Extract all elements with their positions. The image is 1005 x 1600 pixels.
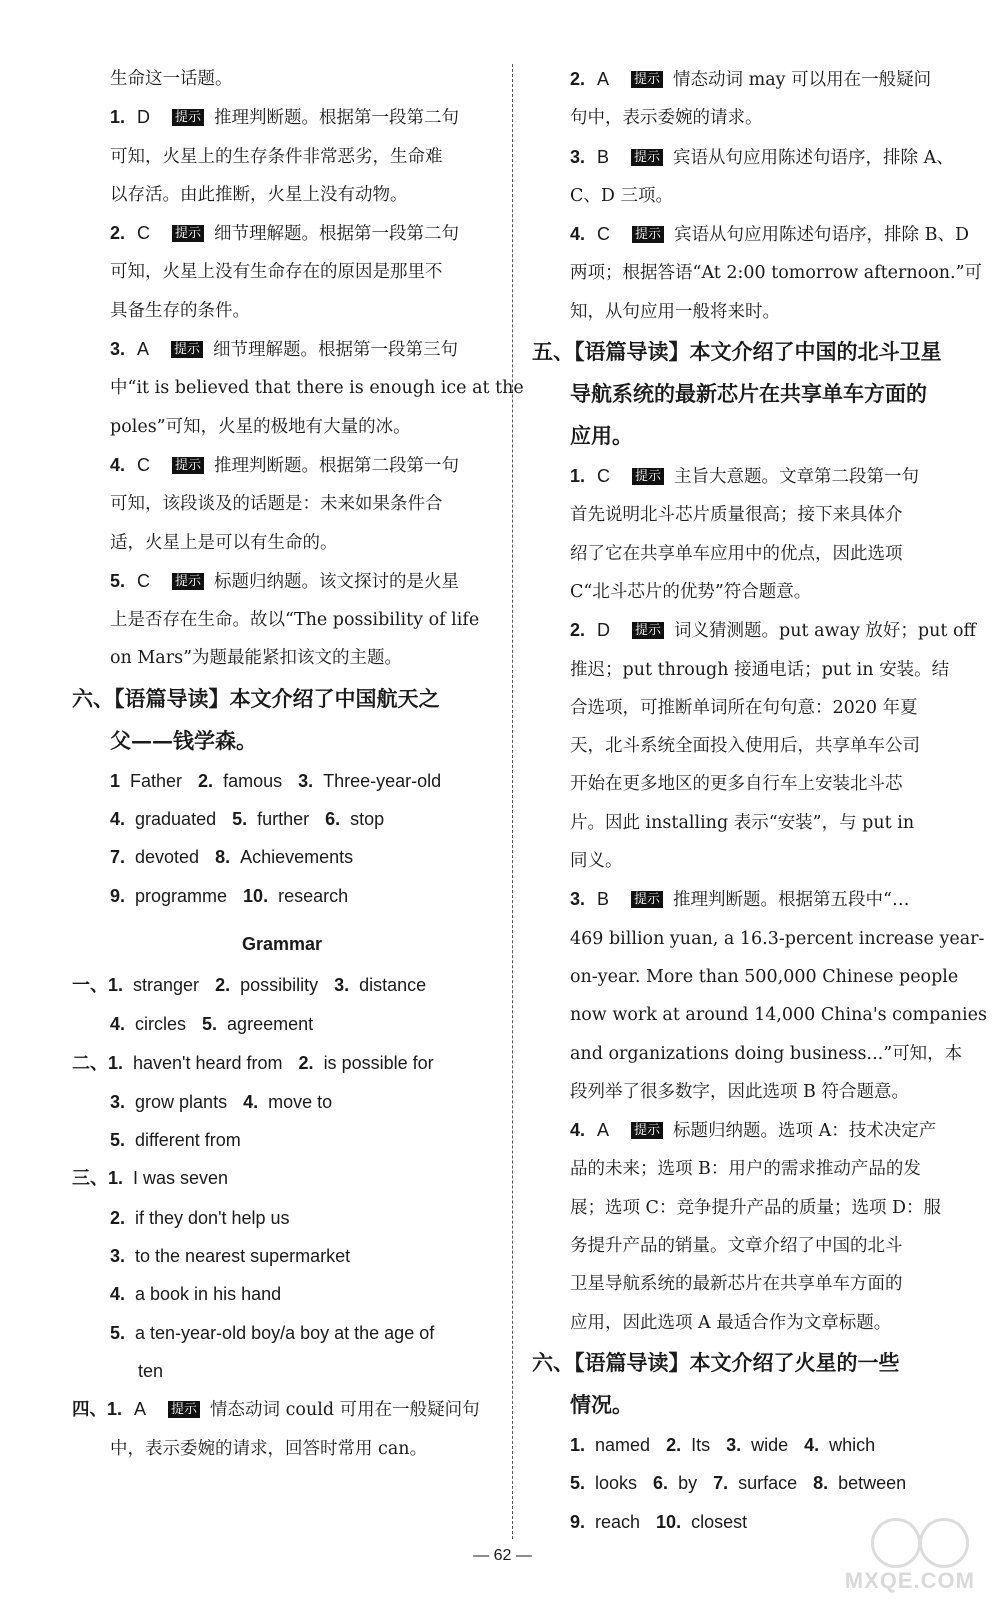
answer-letter: A: [597, 69, 610, 89]
answer-letter: C: [137, 570, 151, 591]
question-number: 1.: [110, 107, 126, 128]
item-number: 4.: [110, 809, 126, 830]
explanation-line: 适，火星上是可以有生命的。: [110, 532, 338, 553]
hint-badge: 提示: [631, 149, 663, 166]
item-number: 1.: [108, 1168, 124, 1189]
q2-line: [72, 214, 492, 253]
answer-row: [72, 1083, 492, 1121]
explanation-line: 卫星导航系统的最新芯片在共享单车方面的: [570, 1274, 903, 1295]
answer-letter: C: [597, 466, 611, 487]
question-number: 4.: [570, 224, 586, 245]
explanation-line: 务提升产品的销量。文章介绍了中国的北斗: [570, 1236, 903, 1257]
explanation-line: 上是否存在生命。故以“The possibility of life: [110, 610, 480, 631]
explanation-line: 句中，表示委婉的请求。: [570, 108, 763, 129]
answer-row: [72, 1199, 492, 1237]
explanation-line: 具备生存的条件。: [110, 300, 250, 321]
hint-badge: 提示: [172, 109, 204, 126]
answer-word: reach: [595, 1511, 641, 1532]
answer-word: surface: [738, 1473, 798, 1494]
answer-word: famous: [223, 770, 283, 791]
item-number: 5.: [202, 1014, 218, 1035]
q4-line: [72, 446, 492, 485]
answer-word: programme: [135, 885, 228, 906]
item-number: 1.: [108, 974, 124, 995]
item-number: 3.: [334, 974, 350, 995]
item-number: 5.: [570, 1473, 586, 1494]
explanation-line: 中“it is believed that there is enough ice at the: [110, 378, 524, 399]
item-number: 9.: [110, 885, 126, 906]
explanation-text: 词义猜测题。put away 放好；put off: [674, 621, 976, 642]
answer-word: to the nearest supermarket: [135, 1246, 351, 1267]
question-number: 5.: [110, 570, 126, 591]
section-label: 一、: [72, 974, 108, 996]
answer-letter: B: [597, 889, 610, 910]
answer-letter: C: [137, 223, 151, 244]
explanation-line: 首先说明北斗芯片质量很高；接下来具体介: [570, 505, 903, 526]
explanation-text: 宾语从句应用陈述句语序，排除 A、: [673, 147, 954, 168]
item-number: 3.: [110, 1246, 126, 1267]
item-number: 10.: [656, 1511, 682, 1532]
r3-line: [532, 138, 962, 177]
question-number: 1.: [107, 1399, 123, 1420]
answer-word: Three-year-old: [323, 770, 442, 791]
explanation-text: 宾语从句应用陈述句语序，排除 B、D: [674, 225, 969, 246]
explanation-text: 主旨大意题。文章第二段第一句: [674, 467, 920, 488]
answer-word: devoted: [135, 847, 200, 868]
hint-badge: 提示: [172, 573, 204, 590]
section-heading: 应用。: [570, 423, 633, 449]
explanation-line: 展；选项 C：竞争提升产品的质量；选项 D：服: [570, 1197, 942, 1218]
left-column: [72, 60, 524, 1468]
item-number: 4.: [804, 1434, 820, 1455]
answer-letter: B: [597, 146, 610, 167]
explanation-line: 中，表示委婉的请求，回答时常用 can。: [110, 1438, 428, 1459]
item-number: 3.: [298, 770, 314, 791]
answer-word: is possible for: [323, 1052, 434, 1073]
answer-row: [72, 800, 492, 838]
item-number: 1.: [570, 1434, 586, 1455]
explanation-line: 以存活。由此推断，火星上没有动物。: [110, 184, 408, 205]
answer-word: haven't heard from: [133, 1052, 283, 1073]
item-number: 5.: [232, 809, 248, 830]
item-number: 10.: [243, 885, 269, 906]
item-number: 5.: [110, 1130, 126, 1151]
item-number: 8.: [813, 1473, 829, 1494]
explanation-text: 标题归纳题。选项 A：技术决定产: [673, 1121, 937, 1142]
explanation-text: 情态动词 could 可用在一般疑问句: [210, 1400, 480, 1421]
section-label: 四、: [72, 1400, 107, 1421]
item-number: 3.: [726, 1434, 742, 1455]
answer-letter: A: [134, 1399, 147, 1420]
s1-line: [532, 457, 962, 496]
answer-word: further: [257, 809, 310, 830]
q1-line: [72, 98, 492, 137]
question-number: 3.: [110, 339, 126, 360]
hint-badge: 提示: [168, 1401, 200, 1418]
explanation-line: 同义。: [570, 851, 623, 872]
answer-word: named: [595, 1434, 651, 1455]
answer-row: [72, 762, 492, 800]
column-divider: [512, 64, 513, 1539]
item-number: 6.: [653, 1473, 669, 1494]
answer-word: wide: [751, 1434, 789, 1455]
hint-badge: 提示: [171, 341, 203, 358]
item-number: 5.: [110, 1322, 126, 1343]
explanation-line: C“北斗芯片的优势”符合题意。: [570, 581, 812, 602]
item-number: 1: [110, 770, 121, 791]
explanation-line: 开始在更多地区的更多自行车上安装北斗芯: [570, 774, 903, 795]
explanation-line: 469 billion yuan, a 16.3-percent increase year-: [570, 928, 985, 949]
item-number: 7.: [110, 847, 126, 868]
explanation-line: on Mars”为题最能紧扣该文的主题。: [110, 648, 403, 669]
explanation-line: 段列举了很多数字，因此选项 B 符合题意。: [570, 1081, 909, 1102]
answer-word: between: [838, 1473, 907, 1494]
answer-word: looks: [595, 1473, 638, 1494]
answer-word: a ten-year-old boy/a boy at the age of: [135, 1322, 435, 1343]
answer-word: research: [278, 885, 349, 906]
item-number: 4.: [110, 1014, 126, 1035]
answer-row: [72, 1005, 492, 1043]
explanation-line: C、D 三项。: [570, 185, 673, 206]
hint-badge: 提示: [631, 891, 663, 908]
answer-word: if they don't help us: [135, 1207, 290, 1228]
question-number: 3.: [570, 146, 586, 167]
item-number: 9.: [570, 1511, 586, 1532]
explanation-line: now work at around 14,000 China's companies: [570, 1005, 987, 1026]
continued-text: 生命这一话题。: [110, 69, 233, 89]
item-number: 4.: [110, 1284, 126, 1305]
item-number: 1.: [108, 1052, 124, 1073]
answer-row: [532, 1426, 962, 1464]
answer-word: different from: [135, 1130, 241, 1151]
answer-word: graduated: [135, 809, 217, 830]
section-heading: 六、【语篇导读】本文介绍了火星的一些: [532, 1349, 900, 1375]
answer-word: stranger: [133, 974, 200, 995]
answer-word: possibility: [240, 974, 319, 995]
answer-letter: D: [137, 107, 151, 128]
answer-word: grow plants: [135, 1091, 228, 1112]
answer-row: [72, 1121, 492, 1159]
grammar-title: Grammar: [241, 933, 323, 954]
q5-line: [72, 562, 492, 601]
q3-line: [72, 330, 492, 369]
question-number: 4.: [110, 454, 126, 475]
item-number: 2.: [215, 974, 231, 995]
explanation-line: 两项；根据答语“At 2:00 tomorrow afternoon.”可: [570, 263, 983, 284]
section-label: 二、: [72, 1052, 108, 1074]
question-number: 2.: [110, 223, 126, 244]
section-heading: 导航系统的最新芯片在共享单车方面的: [570, 381, 927, 407]
explanation-text: 推理判断题。根据第五段中“…: [673, 890, 910, 911]
hint-badge: 提示: [632, 226, 664, 243]
explanation-line: 可知，该段谈及的话题是：未来如果条件合: [110, 494, 443, 515]
answer-row: [72, 1275, 492, 1313]
answer-letter: C: [597, 224, 611, 245]
answer-word: closest: [691, 1511, 748, 1532]
item-number: 2.: [298, 1052, 314, 1073]
answer-continuation: ten: [138, 1360, 164, 1381]
question-number: 2.: [570, 620, 586, 641]
section-label: 三、: [72, 1168, 108, 1190]
item-number: 6.: [325, 809, 341, 830]
explanation-line: 合选项，可推断单词所在句句意：2020 年夏: [570, 697, 918, 718]
answer-row: [72, 1314, 492, 1352]
question-number: 1.: [570, 466, 586, 487]
answer-row: [72, 966, 492, 1005]
watermark-logo: [815, 1518, 975, 1594]
r4-line: [532, 215, 969, 254]
answer-word: distance: [359, 974, 427, 995]
answer-row: [72, 877, 492, 915]
explanation-line: and organizations doing business...”可知，本: [570, 1043, 963, 1064]
explanation-line: 天，北斗系统全面投入使用后，共享单车公司: [570, 736, 920, 757]
answer-word: a book in his hand: [135, 1284, 282, 1305]
item-number: 4.: [243, 1091, 259, 1112]
item-number: 7.: [713, 1473, 729, 1494]
explanation-line: 片。因此 installing 表示“安装”，与 put in: [570, 812, 915, 833]
hint-badge: 提示: [632, 622, 664, 639]
answer-word: stop: [350, 809, 385, 830]
answer-word: by: [678, 1473, 698, 1494]
answer-letter: A: [597, 1120, 610, 1141]
section-heading: 五、【语篇导读】本文介绍了中国的北斗卫星: [532, 339, 942, 365]
explanation-line: 可知，火星上没有生命存在的原因是那里不: [110, 262, 443, 283]
explanation-line: poles”可知，火星的极地有大量的冰。: [110, 416, 411, 437]
s2-line: [532, 611, 976, 650]
answer-row: [72, 838, 492, 876]
question-number: 2.: [570, 69, 586, 89]
hint-badge: 提示: [172, 457, 204, 474]
answer-word: Achievements: [240, 847, 354, 868]
explanation-text: 标题归纳题。该文探讨的是火星: [214, 571, 460, 592]
explanation-line: on-year. More than 500,000 Chinese people: [570, 966, 959, 987]
s3-line: [532, 880, 962, 919]
explanation-text: 情态动词 may 可以用在一般疑问: [673, 70, 932, 90]
section-heading: 六、【语篇导读】本文介绍了中国航天之: [72, 685, 440, 711]
item-number: 2.: [110, 1207, 126, 1228]
hint-badge: 提示: [632, 468, 664, 485]
explanation-text: 细节理解题。根据第一段第三句: [213, 340, 459, 361]
question-number: 3.: [570, 889, 586, 910]
g4-line: [72, 1390, 492, 1429]
answer-row: [72, 1159, 492, 1198]
hint-badge: 提示: [172, 225, 204, 242]
explanation-line: 可知，火星上的生存条件非常恶劣，生命难: [110, 146, 443, 167]
item-number: 3.: [110, 1091, 126, 1112]
hint-badge: 提示: [631, 71, 663, 88]
s4-line: [532, 1111, 962, 1150]
answer-letter: A: [137, 339, 150, 360]
section-heading: 父——钱学森。: [110, 727, 257, 753]
explanation-line: 品的未来；选项 B：用户的需求推动产品的发: [570, 1159, 921, 1180]
hint-badge: 提示: [631, 1122, 663, 1139]
explanation-line: 应用，因此选项 A 最适合作为文章标题。: [570, 1312, 892, 1333]
item-number: 8.: [215, 847, 231, 868]
item-number: 2.: [666, 1434, 682, 1455]
section-heading: 情况。: [570, 1391, 633, 1417]
answer-row: [72, 1044, 492, 1083]
explanation-line: 知，从句应用一般将来时。: [570, 301, 780, 322]
answer-letter: D: [597, 620, 611, 641]
answer-word: move to: [268, 1091, 333, 1112]
answer-word: I was seven: [133, 1168, 229, 1189]
answer-letter: C: [137, 454, 151, 475]
answer-word: Father: [130, 770, 183, 791]
page-number: — 62 —: [473, 1547, 532, 1564]
answer-row: [72, 1237, 492, 1275]
explanation-text: 推理判断题。根据第一段第二句: [214, 108, 460, 129]
question-number: 4.: [570, 1120, 586, 1141]
answer-word: which: [829, 1434, 876, 1455]
answer-word: circles: [135, 1014, 187, 1035]
answer-row: [532, 1464, 962, 1502]
explanation-text: 细节理解题。根据第一段第二句: [214, 224, 460, 245]
answer-word: Its: [691, 1434, 711, 1455]
explanation-line: 绍了它在共享单车应用中的优点，因此选项: [570, 543, 903, 564]
explanation-line: 推迟；put through 接通电话；put in 安装。结: [570, 659, 950, 680]
item-number: 2.: [198, 770, 214, 791]
r2-line: [532, 60, 962, 99]
right-column: [532, 60, 987, 1541]
explanation-text: 推理判断题。根据第二段第一句: [214, 455, 460, 476]
watermark-text: MXQE.COM: [844, 1568, 975, 1593]
answer-word: agreement: [227, 1014, 314, 1035]
